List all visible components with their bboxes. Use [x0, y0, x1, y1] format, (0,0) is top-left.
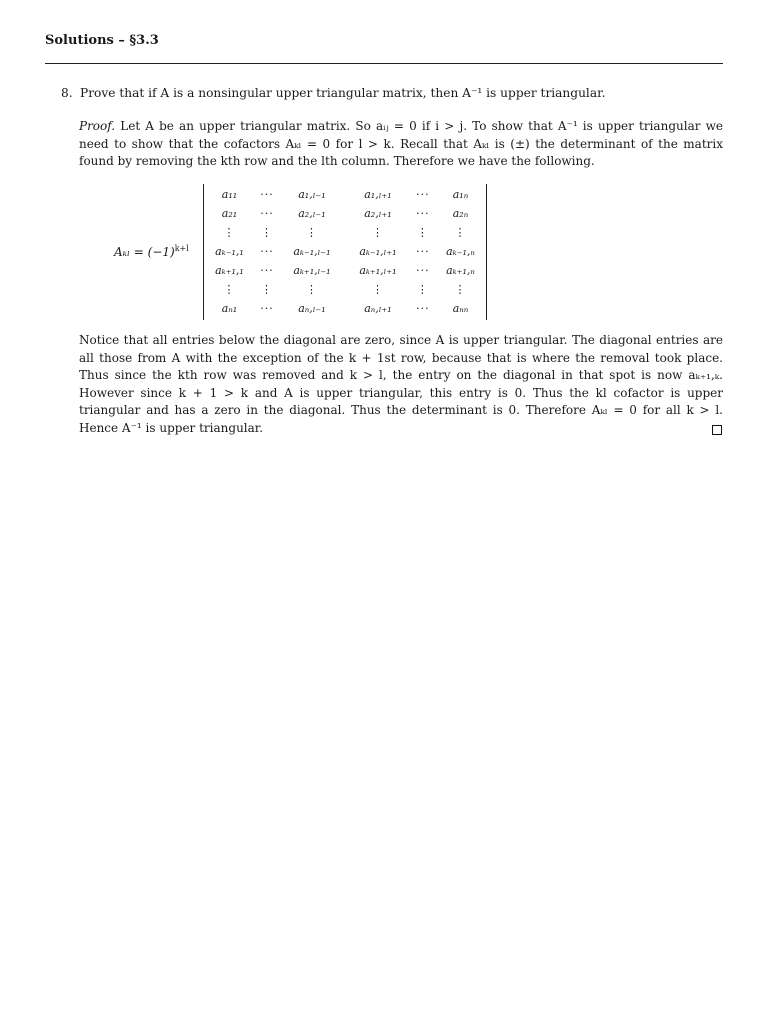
matrix-entry: a₂ₙ: [452, 207, 469, 220]
matrix-entry: ···: [416, 264, 430, 277]
matrix-entry: ···: [260, 207, 274, 220]
matrix-entry: a₁,ₗ₋₁: [298, 188, 326, 201]
matrix-entry: ···: [416, 245, 430, 258]
matrix-entry: aₖ₊₁,ₙ: [446, 264, 475, 277]
matrix-entry: aₖ₋₁,ₗ₋₁: [293, 245, 331, 258]
matrix-row: [204, 185, 486, 204]
proof-paragraph: [79, 118, 723, 171]
equation-lhs: Aₖₗ = (−1): [114, 245, 175, 259]
page-header: Solutions – §3.3: [45, 33, 159, 48]
matrix-entry: ⋮: [416, 283, 429, 296]
matrix-entry: ⋮: [305, 283, 318, 296]
matrix-entry: aₖ₊₁,ₗ₊₁: [359, 264, 397, 277]
problem-number: 8.: [61, 86, 73, 100]
problem-text: Prove that if A is a nonsingular upper triangular matrix, then A⁻¹ is upper triangular.: [80, 86, 606, 100]
matrix-row: [204, 242, 486, 261]
matrix-row: [204, 223, 486, 242]
matrix-entry: a₂,ₗ₋₁: [298, 207, 326, 220]
matrix-entry: a₁ₙ: [452, 188, 469, 201]
matrix-entry: ⋮: [260, 283, 273, 296]
conclusion-paragraph: Notice that all entries below the diagonal are zero, since A is upper triangular. The diagonal entries are all those from A with the exception of the k + 1st row, because that is where the removal took place. Thus since the kth row was removed and k > l, the entry on the diagonal in that spot is now aₖ₊₁,ₖ. However since k + 1 > k and A is upper triangular, this entry is 0. Thus the kl cofactor is upper triangular and has a zero in the diagonal. Thus the determinant is 0. Therefore Aₖₗ = 0 for all k > l. Hence A⁻¹ is upper triangular.: [79, 333, 723, 435]
matrix-entry: ⋮: [371, 226, 384, 239]
matrix-row: [204, 261, 486, 280]
matrix-entry: aₙ,ₗ₋₁: [298, 302, 326, 315]
matrix-entry: ⋮: [371, 283, 384, 296]
matrix-entry: ···: [260, 188, 274, 201]
matrix-entry: aₙ₁: [221, 302, 238, 315]
matrix-entry: a₁,ₗ₊₁: [364, 188, 392, 201]
matrix-entry: aₖ₋₁,ₗ₊₁: [359, 245, 397, 258]
matrix-row: [204, 280, 486, 299]
matrix-entry: ⋮: [454, 226, 467, 239]
matrix-row: [204, 204, 486, 223]
proof-label: Proof.: [79, 119, 116, 133]
matrix-entry: ···: [260, 302, 274, 315]
matrix-entry: aₙ,ₗ₊₁: [364, 302, 392, 315]
matrix-entry: a₁₁: [221, 188, 238, 201]
matrix-table: [204, 185, 486, 318]
matrix-entry: aₖ₋₁,₁: [215, 245, 244, 258]
matrix-entry: ⋮: [454, 283, 467, 296]
equation-exponent: k+l: [174, 244, 189, 253]
matrix-entry: ⋮: [223, 226, 236, 239]
determinant-matrix: [203, 184, 487, 320]
matrix-entry: ···: [260, 245, 274, 258]
cofactor-equation: [114, 244, 189, 259]
matrix-entry: aₙₙ: [452, 302, 469, 315]
matrix-entry: ···: [416, 302, 430, 315]
matrix-entry: a₂₁: [221, 207, 238, 220]
problem-statement: [61, 84, 723, 102]
matrix-entry: ⋮: [223, 283, 236, 296]
matrix-entry: a₂,ₗ₊₁: [364, 207, 392, 220]
matrix-entry: ···: [416, 207, 430, 220]
qed-square-icon: [712, 425, 722, 435]
matrix-entry: aₖ₋₁,ₙ: [446, 245, 475, 258]
proof-text: Let A be an upper triangular matrix. So aᵢⱼ = 0 if i > j. To show that A⁻¹ is upper triangular we need to show that the cofactors Aₖₗ = 0 for l > k. Recall that Aₖₗ is (±) the determinant of the matrix found by removing the kth row and the lth column. Therefore we have the following.: [79, 119, 723, 168]
matrix-entry: ···: [416, 188, 430, 201]
matrix-entry: ⋮: [260, 226, 273, 239]
matrix-entry: ⋮: [416, 226, 429, 239]
matrix-entry: ···: [260, 264, 274, 277]
matrix-entry: ⋮: [305, 226, 318, 239]
matrix-entry: aₖ₊₁,₁: [215, 264, 244, 277]
matrix-entry: aₖ₊₁,ₗ₋₁: [293, 264, 331, 277]
matrix-row: [204, 299, 486, 318]
header-rule: [45, 63, 723, 64]
